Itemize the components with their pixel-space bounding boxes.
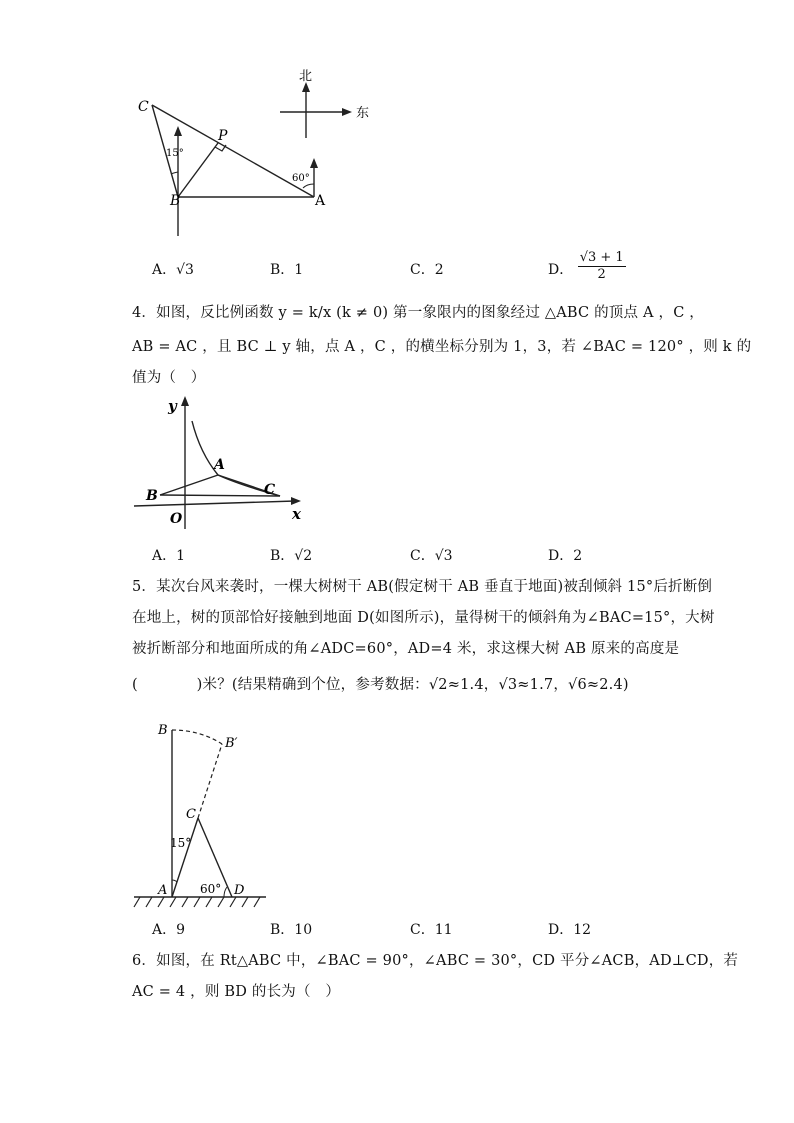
q4-line-1: 4．如图，反比例函数 y = k/x (k ≠ 0) 第一象限内的图象经过 △ABC 的顶点 A ，C ， bbox=[132, 305, 705, 321]
fig1-label-p: P bbox=[218, 128, 228, 144]
fig3-label-c: C bbox=[186, 807, 196, 822]
q3-option-d-prefix: D． bbox=[548, 262, 574, 278]
q3-option-c[interactable]: C．2 bbox=[410, 262, 444, 278]
fig3-angle-15: 15° bbox=[170, 836, 192, 850]
segment-bp bbox=[178, 143, 218, 197]
figure-broken-tree bbox=[130, 718, 280, 913]
fig2-label-c: C bbox=[264, 482, 276, 498]
q3-option-d-numerator: √3 + 1 bbox=[579, 250, 624, 265]
x-axis-arrow bbox=[291, 497, 301, 505]
figure-inverse-function bbox=[130, 393, 310, 533]
fig2-origin: O bbox=[170, 511, 183, 527]
compass-north-label: 北 bbox=[299, 69, 313, 84]
segment-ba bbox=[160, 475, 218, 495]
segment-ac bbox=[172, 818, 198, 897]
q5-option-c[interactable]: C．11 bbox=[410, 922, 453, 938]
figure-bearing-diagram bbox=[120, 60, 380, 245]
q4-line-3: 值为（ ） bbox=[132, 370, 206, 386]
q3-option-a[interactable]: A．√3 bbox=[152, 262, 194, 278]
angle-arc-15 bbox=[172, 880, 177, 882]
q3-option-b[interactable]: B．1 bbox=[270, 262, 304, 278]
fig3-label-b: B bbox=[158, 723, 168, 738]
fig1-label-b: B bbox=[170, 193, 181, 209]
q5-line-2: 在地上，树的顶部恰好接触到地面 D(如图所示)，量得树干的倾斜角为∠BAC=15°，大树 bbox=[132, 610, 715, 626]
fig3-label-d: D bbox=[234, 883, 245, 898]
x-axis bbox=[134, 501, 295, 506]
q5-line-3: 被折断部分和地面所成的角∠ADC=60°，AD=4 米，求这棵大树 AB 原来的高度是 bbox=[132, 641, 680, 657]
north-arrow-b bbox=[174, 126, 182, 136]
angle-arc-60 bbox=[303, 184, 314, 188]
q5-line-1: 5．某次台风来袭时，一棵大树树干 AB(假定树干 AB 垂直于地面)被刮倾斜 15°后折断倒 bbox=[132, 579, 713, 595]
fig2-axis-y: y bbox=[168, 397, 177, 415]
q5-option-a[interactable]: A．9 bbox=[152, 922, 186, 938]
q4-option-d[interactable]: D．2 bbox=[548, 548, 583, 564]
fig3-angle-60: 60° bbox=[200, 882, 222, 896]
q5-option-d[interactable]: D．12 bbox=[548, 922, 592, 938]
fig2-label-a: A bbox=[214, 457, 225, 473]
compass-east-label: 东 bbox=[356, 106, 370, 121]
q3-option-d-fraction bbox=[578, 250, 626, 283]
y-axis-arrow bbox=[181, 396, 189, 406]
compass-east-arrow bbox=[342, 108, 352, 116]
arc-b-b-prime bbox=[172, 730, 222, 744]
q3-option-d-denominator: 2 bbox=[597, 267, 606, 282]
q5-option-b[interactable]: B．10 bbox=[270, 922, 313, 938]
angle-arc-15 bbox=[171, 172, 178, 174]
fig2-label-b: B bbox=[146, 488, 158, 504]
q4-option-c[interactable]: C．√3 bbox=[410, 548, 453, 564]
fig3-label-a: A bbox=[158, 883, 168, 898]
fig2-axis-x: x bbox=[292, 505, 301, 523]
fig1-label-a: A bbox=[315, 193, 326, 209]
q6-line-2: AC = 4 ，则 BD 的长为（ ） bbox=[132, 984, 341, 1000]
fig1-angle-15: 15° bbox=[166, 148, 184, 159]
angle-arc-60 bbox=[224, 887, 227, 897]
q4-line-2: AB = AC ，且 BC ⊥ y 轴，点 A ，C ，的横坐标分别为 1，3，若 ∠BAC = 120° ，则 k 的 bbox=[132, 339, 752, 355]
segment-cb-prime bbox=[198, 744, 222, 818]
fig1-label-c: C bbox=[138, 99, 149, 115]
q4-option-a[interactable]: A．1 bbox=[152, 548, 186, 564]
ground-hatching bbox=[134, 897, 260, 907]
q3-option-d[interactable] bbox=[548, 250, 626, 283]
fig1-angle-60: 60° bbox=[292, 173, 310, 184]
north-arrow-a bbox=[310, 158, 318, 168]
fig3-label-b-prime: B′ bbox=[225, 736, 238, 751]
q6-line-1: 6．如图，在 Rt△ABC 中，∠BAC = 90°，∠ABC = 30°，CD 平分∠ACB，AD⊥CD，若 bbox=[132, 953, 739, 969]
q5-line-4: ( )米？(结果精确到个位，参考数据：√2≈1.4，√3≈1.7，√6≈2.4) bbox=[132, 677, 629, 693]
segment-bc bbox=[160, 495, 280, 496]
q4-option-b[interactable]: B．√2 bbox=[270, 548, 313, 564]
